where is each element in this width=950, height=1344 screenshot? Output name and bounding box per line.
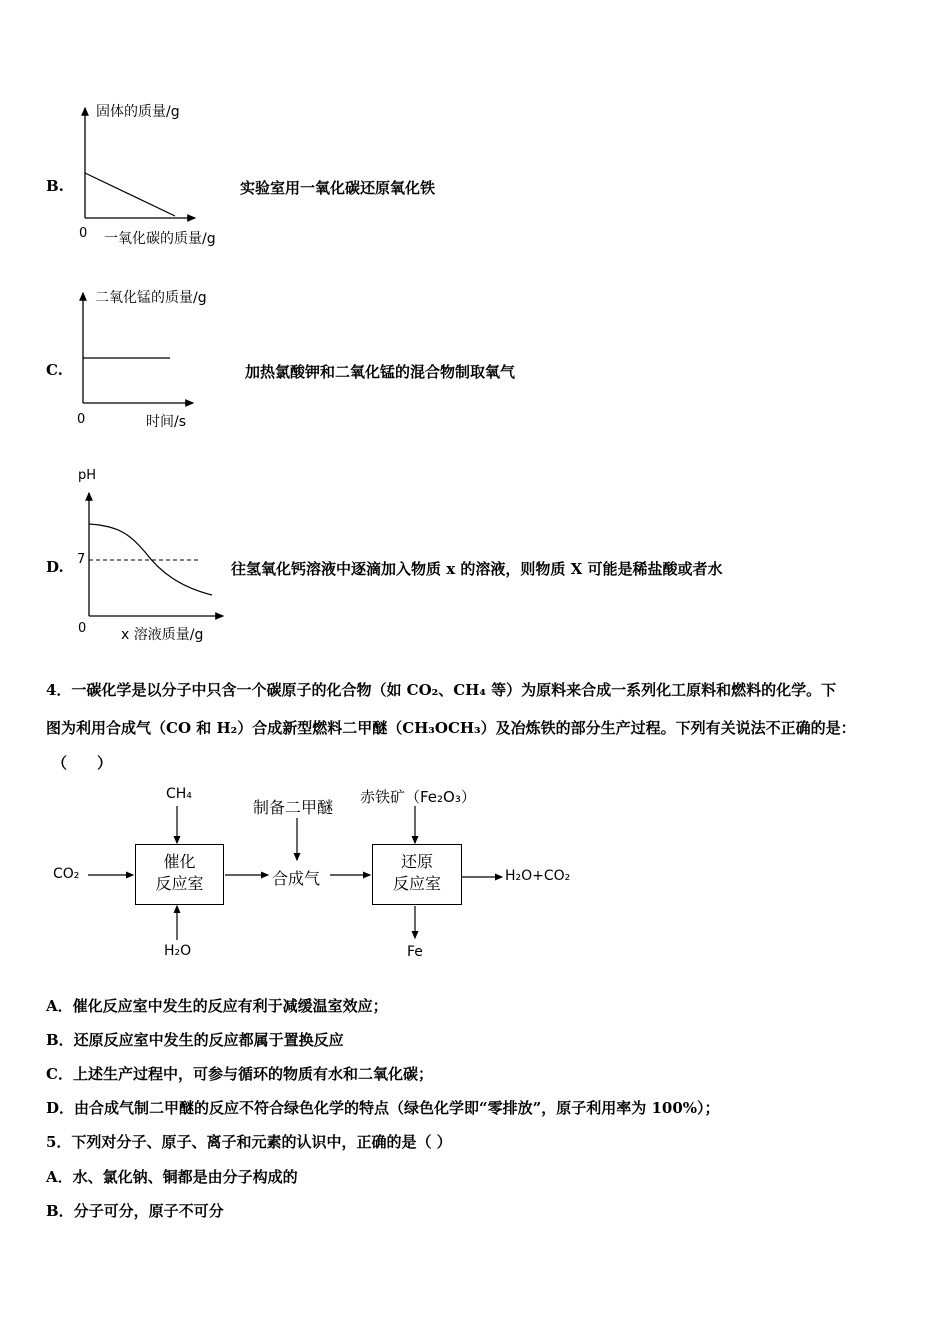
q4-option-b: B．还原反应室中发生的反应都属于置换反应	[46, 1031, 344, 1049]
option-d-letter: D.	[46, 558, 64, 576]
reactor2-line1: 还原	[400, 852, 433, 871]
q5-option-b: B．分子可分，原子不可分	[46, 1202, 224, 1220]
graph-c-description: 加热氯酸钾和二氧化锰的混合物制取氧气	[245, 363, 516, 381]
diagram-ore: 赤铁矿（Fe₂O₃）	[360, 788, 476, 806]
q4-option-d: D．由合成气制二甲醚的反应不符合绿色化学的特点（绿色化学即“零排放”，原子利用率为 100%）；	[46, 1099, 720, 1117]
diagram-syngas: 合成气	[272, 869, 321, 888]
graph-c-origin: 0	[77, 412, 86, 427]
catalytic-reactor-box	[135, 844, 224, 905]
option-b-letter: B.	[46, 177, 64, 195]
diagram-output: H₂O+CO₂	[505, 868, 571, 884]
graph-c-x-label: 时间/s	[146, 414, 187, 430]
graph-d-ph-mark: 7	[77, 552, 86, 567]
graph-d-y-label: pH	[78, 468, 97, 483]
q4-stem-line1: 4．一碳化学是以分子中只含一个碳原子的化合物（如 CO₂、CH₄ 等）为原料来合成一系列化工原料和燃料的化学。下	[46, 681, 837, 699]
graph-d-curve	[89, 524, 212, 595]
q4-answer-blank: （ ）	[52, 754, 113, 772]
graph-b-description: 实验室用一氧化碳还原氧化铁	[240, 179, 436, 197]
diagram-ch4: CH₄	[166, 786, 192, 802]
q4-option-c: C．上述生产过程中，可参与循环的物质有水和二氧化碳；	[46, 1065, 433, 1083]
graph-d-origin: 0	[78, 621, 87, 636]
reactor2-line2: 反应室	[392, 874, 441, 893]
graph-b-origin: 0	[79, 226, 88, 241]
q5-stem: 5．下列对分子、原子、离子和元素的认识中，正确的是（ ）	[46, 1133, 452, 1151]
option-c-letter: C.	[46, 361, 63, 379]
diagram-make-dme: 制备二甲醚	[253, 798, 334, 817]
diagram-fe: Fe	[407, 944, 423, 960]
q5-option-a: A．水、氯化钠、铜都是由分子构成的	[46, 1168, 298, 1186]
graph-c-y-label: 二氧化锰的质量/g	[95, 290, 207, 306]
reactor1-line1: 催化	[163, 852, 196, 871]
q4-option-a: A．催化反应室中发生的反应有利于减缓温室效应；	[46, 997, 388, 1015]
diagram-h2o: H₂O	[164, 943, 192, 959]
graph-d-x-label: x 溶液质量/g	[121, 627, 204, 643]
reactor1-line2: 反应室	[155, 874, 204, 893]
q4-stem-line2: 图为利用合成气（CO 和 H₂）合成新型燃料二甲醚（CH₃OCH₃）及冶炼铁的部分生产过程。下列有关说法不正确的是：	[46, 719, 856, 737]
graph-b-x-label: 一氧化碳的质量/g	[104, 231, 216, 247]
graph-d-description: 往氢氧化钙溶液中逐滴加入物质 x 的溶液，则物质 X 可能是稀盐酸或者水	[231, 560, 723, 578]
diagram-co2: CO₂	[53, 866, 80, 882]
graph-b-curve	[85, 173, 175, 216]
graph-b-y-label: 固体的质量/g	[96, 104, 180, 120]
reduction-reactor-box	[372, 844, 462, 905]
